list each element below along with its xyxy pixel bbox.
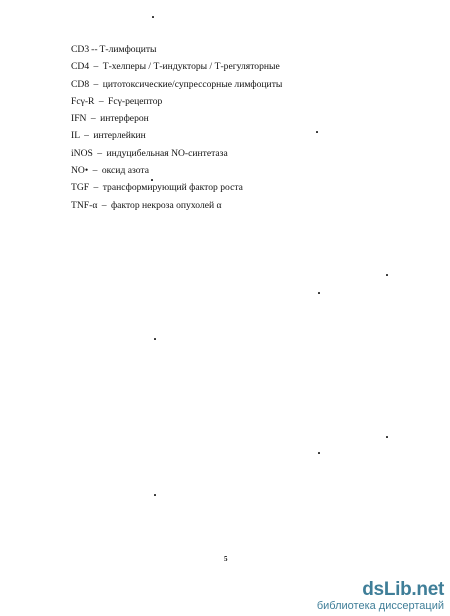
abbreviation-separator: –: [101, 199, 107, 211]
abbreviation-entry: [71, 76, 401, 93]
scan-speck: [316, 131, 318, 133]
abbreviation-definition: оксид азота: [101, 165, 149, 177]
abbreviation-list: [71, 41, 401, 214]
abbreviation-entry: [71, 93, 401, 110]
abbreviation-term: Fcγ-R: [71, 95, 95, 107]
watermark-tagline: библиотека диссертаций: [316, 600, 444, 612]
abbreviation-term: NO•: [71, 165, 89, 177]
abbreviation-term: TNF-α: [71, 199, 98, 211]
abbreviation-definition: Т-хелперы / Т-индукторы / Т-регуляторные: [102, 61, 280, 73]
abbreviation-definition: цитотоксические/супрессорные лимфоциты: [102, 78, 283, 90]
scan-speck: [386, 274, 388, 276]
abbreviation-term: CD3: [71, 44, 90, 55]
abbreviation-term: CD8: [71, 78, 90, 90]
abbreviation-term: CD4: [71, 61, 90, 73]
abbreviation-term: IL: [71, 130, 80, 142]
page-number: 5: [224, 555, 228, 563]
abbreviation-separator: –: [90, 113, 96, 125]
scan-speck: [154, 338, 156, 340]
abbreviation-separator: --: [91, 44, 98, 55]
abbreviation-definition: трансформирующий фактор роста: [102, 182, 243, 194]
abbreviation-definition: Т-лимфоциты: [99, 44, 157, 55]
scan-speck: [152, 16, 154, 18]
scan-speck: [318, 452, 320, 454]
scan-speck: [386, 436, 388, 438]
abbreviation-entry: [71, 145, 401, 162]
abbreviation-separator: –: [93, 61, 99, 73]
abbreviation-entry: [71, 58, 401, 75]
abbreviation-entry: [71, 162, 401, 179]
abbreviation-separator: –: [97, 147, 103, 159]
abbreviation-separator: –: [93, 182, 99, 194]
scan-speck: [318, 292, 320, 294]
abbreviation-separator: –: [84, 130, 89, 142]
abbreviation-term: iNOS: [71, 147, 93, 159]
abbreviation-definition: фактор некроза опухолей α: [110, 199, 222, 211]
abbreviation-definition: интерферон: [100, 113, 149, 125]
abbreviation-definition: интерлейкин: [93, 130, 146, 142]
abbreviation-separator: –: [93, 78, 99, 90]
abbreviation-separator: –: [92, 165, 98, 177]
scan-speck: [154, 494, 156, 496]
abbreviation-entry: [71, 110, 401, 127]
abbreviation-term: IFN: [71, 113, 87, 125]
abbreviation-definition: Fcγ-рецептор: [108, 95, 163, 107]
abbreviation-entry: [71, 197, 401, 214]
watermark-logo: dsLib.net: [362, 579, 444, 600]
abbreviation-separator: –: [98, 95, 104, 107]
abbreviation-entry: [71, 179, 401, 196]
scan-speck: [151, 179, 153, 181]
abbreviation-term: TGF: [71, 182, 90, 194]
abbreviation-definition: индуцибельная NO-синтетаза: [106, 147, 228, 159]
abbreviation-entry: [71, 127, 401, 144]
abbreviation-entry: [71, 41, 401, 58]
watermark[interactable]: [294, 580, 444, 612]
